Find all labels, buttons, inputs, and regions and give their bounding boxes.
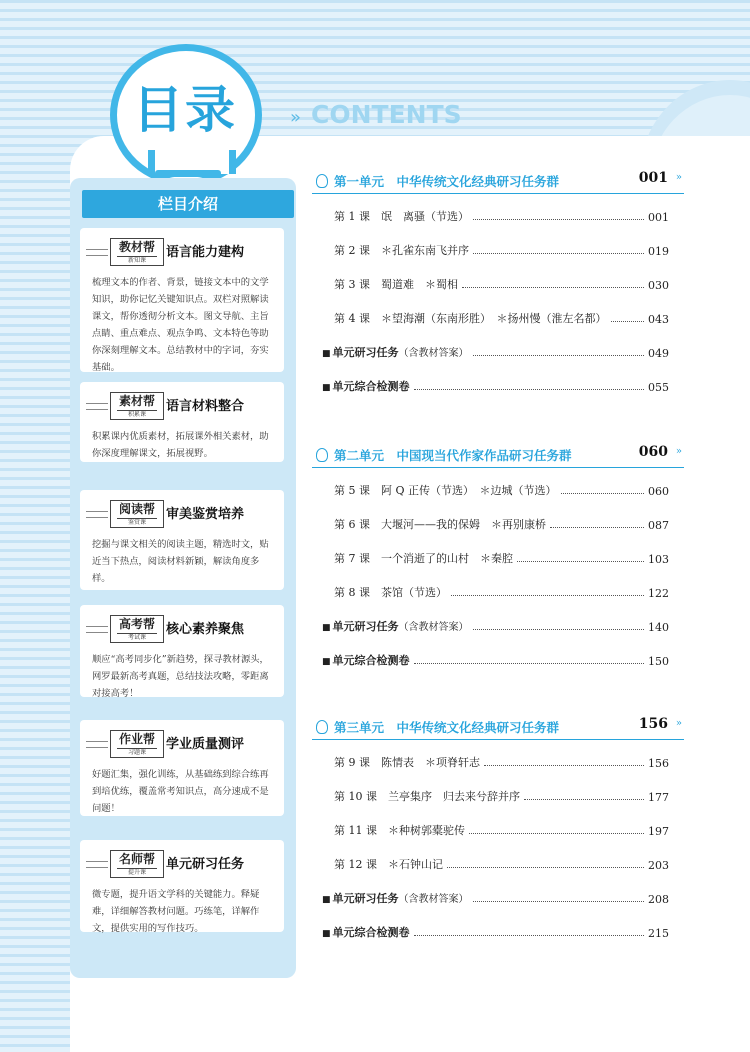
- toc-entry-page: 122: [648, 587, 669, 600]
- intro-card-body: 积累课内优质素材，拓展课外相关素材，助你深度理解课文，拓展视野。: [92, 431, 269, 459]
- intro-card-tag-label: 作业帮: [118, 732, 155, 746]
- divider-line: [86, 861, 108, 868]
- unit-underline: [312, 739, 684, 740]
- dot-leader: [473, 901, 644, 902]
- toc-entry-page: 103: [648, 553, 669, 566]
- intro-card-body: 梳理文本的作者、背景，链接文本中的文学知识，助你记忆关键知识点。双栏对照解读课文，帮你透彻分析文本。图文导航、主旨点睛、重点难点、观点争鸣、文本特色等助你深刻理解文本。总结教材中的字词，夯实基础。: [92, 277, 269, 373]
- toc-entry-title: 第 1 课 氓 离骚（节选）: [334, 210, 469, 223]
- intro-card-header: [80, 848, 284, 880]
- intro-card-tag-sub: 积累课: [117, 410, 157, 418]
- unit-header[interactable]: [312, 172, 684, 194]
- unit-test-page: 215: [648, 927, 669, 940]
- dot-leader: [447, 867, 644, 868]
- toc-entry-title: 第 12 课 ＊石钟山记: [334, 858, 443, 871]
- intro-card-tag-sub: 考试课: [117, 633, 157, 641]
- intro-card-tag-label: 高考帮: [118, 617, 155, 631]
- unit-header[interactable]: [312, 718, 684, 740]
- toc-entry-title: 第 7 课 一个消逝了的山村 ＊秦腔: [334, 552, 513, 565]
- toc-entry[interactable]: [334, 208, 669, 224]
- toc-entry[interactable]: [334, 550, 669, 566]
- toc-entry[interactable]: [334, 310, 669, 326]
- intro-card-tag: [110, 615, 164, 643]
- unit-task-entry[interactable]: [322, 618, 669, 634]
- intro-card-tag-label: 教材帮: [118, 240, 155, 254]
- unit-title: 第一单元 中华传统文化经典研习任务群: [334, 174, 560, 189]
- bullet-icon: ■: [322, 929, 331, 939]
- unit-test-entry[interactable]: [322, 924, 669, 940]
- toc-entry-title: 第 6 课 大堰河——我的保姆 ＊再别康桥: [334, 518, 546, 531]
- bullet-icon: ■: [322, 349, 331, 359]
- dot-leader: [451, 595, 644, 596]
- unit-page-number: 060: [638, 444, 668, 460]
- intro-card-title: 核心素养聚焦: [166, 622, 245, 637]
- unit-underline: [312, 467, 684, 468]
- intro-card-tag: [110, 238, 164, 266]
- unit-page-number: 001: [638, 170, 668, 186]
- unit-test-page: 150: [648, 655, 669, 668]
- double-arrow-icon: »: [290, 107, 302, 128]
- dot-leader: [414, 935, 644, 936]
- dot-leader: [524, 799, 644, 800]
- toc-entry-page: 087: [648, 519, 669, 532]
- bulb-icon: [316, 174, 328, 188]
- intro-card-tag-label: 素材帮: [118, 394, 155, 408]
- intro-card: [80, 382, 284, 462]
- dot-leader: [550, 527, 644, 528]
- intro-card: [80, 840, 284, 932]
- lightbulb-base: [155, 170, 221, 177]
- toc-entry-page: 019: [648, 245, 669, 258]
- intro-card-tag: [110, 500, 164, 528]
- toc-entry[interactable]: [334, 788, 669, 804]
- unit-title: 第三单元 中华传统文化经典研习任务群: [334, 720, 560, 735]
- intro-card: [80, 228, 284, 372]
- toc-entry-page: 203: [648, 859, 669, 872]
- toc-entry-title: 第 3 课 蜀道难 ＊蜀相: [334, 278, 458, 291]
- intro-card-title: 单元研习任务: [166, 857, 245, 872]
- unit-task-page: 140: [648, 621, 669, 634]
- toc-entry-page: 177: [648, 791, 669, 804]
- dot-leader: [473, 253, 644, 254]
- toc-entry[interactable]: [334, 516, 669, 532]
- toc-entry-title: 第 10 课 兰亭集序 归去来兮辞并序: [334, 790, 520, 803]
- toc-entry[interactable]: [334, 822, 669, 838]
- dot-leader: [473, 629, 644, 630]
- intro-card-header: [80, 498, 284, 530]
- intro-card-tag-label: 阅读帮: [118, 502, 155, 516]
- page-title: 目录: [133, 81, 237, 139]
- intro-card-title: 语言能力建构: [166, 245, 245, 260]
- divider-line: [86, 403, 108, 410]
- toc-entry[interactable]: [334, 584, 669, 600]
- unit-test-page: 055: [648, 381, 669, 394]
- unit-task-sub: （含教材答案）: [398, 348, 469, 359]
- toc-entry-page: 060: [648, 485, 669, 498]
- bullet-icon: ■: [322, 657, 331, 667]
- intro-card-tag: [110, 730, 164, 758]
- unit-task-title: [322, 618, 469, 634]
- unit-test-entry[interactable]: [322, 652, 669, 668]
- toc-entry-title: 第 5 课 阿 Q 正传（节选） ＊边城（节选）: [334, 484, 557, 497]
- bullet-icon: ■: [322, 895, 331, 905]
- unit-test-title: [322, 924, 410, 940]
- intro-card-tag-sub: 提升课: [117, 868, 157, 876]
- intro-card-tag-sub: 习题课: [117, 748, 157, 756]
- unit-test-entry[interactable]: [322, 378, 669, 394]
- intro-card: [80, 490, 284, 590]
- unit-test-title: [322, 652, 410, 668]
- double-arrow-icon: »: [675, 718, 682, 729]
- intro-card-body: 好题汇集，强化训练，从基础练到综合练再到培优练，覆盖常考知识点，高分速成不是问题！: [92, 769, 269, 814]
- toc-entry-title: 第 11 课 ＊种树郭橐驼传: [334, 824, 465, 837]
- toc-entry-page: 001: [648, 211, 669, 224]
- unit-task-label: 单元研习任务: [332, 620, 399, 633]
- unit-test-label: 单元综合检测卷: [332, 380, 410, 393]
- toc-entry-title: 第 4 课 ＊望海潮（东南形胜） ＊扬州慢（淮左名都）: [334, 312, 607, 325]
- unit-page-number: 156: [638, 716, 668, 732]
- toc-entry[interactable]: [334, 754, 669, 770]
- toc-entry-page: 030: [648, 279, 669, 292]
- bulb-icon: [316, 720, 328, 734]
- intro-card-tag-sub: 新知课: [117, 256, 157, 264]
- dot-leader: [484, 765, 644, 766]
- intro-card-body: 微专题，提升语文学科的关键能力。释疑难，详细解答教材问题。巧练笔，详解作文，提供实用的写作技巧。: [92, 889, 260, 934]
- contents-heading: [290, 100, 462, 129]
- unit-task-page: 208: [648, 893, 669, 906]
- dot-leader: [414, 663, 644, 664]
- toc-entry-title: 第 8 课 茶馆（节选）: [334, 586, 447, 599]
- intro-card-title: 学业质量测评: [166, 737, 245, 752]
- intro-card-header: [80, 236, 284, 268]
- dot-leader: [462, 287, 644, 288]
- dot-leader: [469, 833, 644, 834]
- unit-underline: [312, 193, 684, 194]
- toc-entry-page: 043: [648, 313, 669, 326]
- toc-entry-page: 197: [648, 825, 669, 838]
- unit-test-title: [322, 378, 410, 394]
- dot-leader: [473, 355, 644, 356]
- intro-card-tag: [110, 392, 164, 420]
- bulb-icon: [316, 448, 328, 462]
- intro-card-tag-label: 名师帮: [118, 852, 155, 866]
- unit-task-sub: （含教材答案）: [398, 894, 469, 905]
- unit-task-sub: （含教材答案）: [398, 622, 469, 633]
- double-arrow-icon: »: [675, 446, 682, 457]
- dot-leader: [561, 493, 644, 494]
- intro-heading: 栏目介绍: [82, 190, 294, 218]
- divider-line: [86, 626, 108, 633]
- unit-task-title: [322, 344, 469, 360]
- intro-card-body: 顺应“高考同步化”新趋势，探寻教材源头，网罗最新高考真题，总结技法攻略，零距离对接高考！: [92, 654, 269, 699]
- bullet-icon: ■: [322, 623, 331, 633]
- toc-entry[interactable]: [334, 482, 669, 498]
- toc-entry[interactable]: [334, 276, 669, 292]
- unit-task-entry[interactable]: [322, 890, 669, 906]
- divider-line: [86, 249, 108, 256]
- intro-card-header: [80, 613, 284, 645]
- double-arrow-icon: »: [675, 172, 682, 183]
- contents-label: CONTENTS: [311, 100, 462, 129]
- unit-task-label: 单元研习任务: [332, 346, 399, 359]
- unit-task-label: 单元研习任务: [332, 892, 399, 905]
- intro-card-tag: [110, 850, 164, 878]
- intro-card: [80, 605, 284, 697]
- unit-task-entry[interactable]: [322, 344, 669, 360]
- toc-entry-title: 第 2 课 ＊孔雀东南飞并序: [334, 244, 469, 257]
- intro-card-header: [80, 390, 284, 422]
- intro-card-header: [80, 728, 284, 760]
- unit-task-page: 049: [648, 347, 669, 360]
- intro-card-title: 语言材料整合: [166, 399, 245, 414]
- toc-entry-title: 第 9 课 陈情表 ＊项脊轩志: [334, 756, 480, 769]
- dot-leader: [517, 561, 644, 562]
- unit-test-label: 单元综合检测卷: [332, 926, 410, 939]
- dot-leader: [473, 219, 644, 220]
- toc-entry[interactable]: [334, 856, 669, 872]
- dot-leader: [611, 321, 645, 322]
- divider-line: [86, 511, 108, 518]
- toc-entry[interactable]: [334, 242, 669, 258]
- intro-card-title: 审美鉴赏培养: [166, 507, 245, 522]
- unit-test-label: 单元综合检测卷: [332, 654, 410, 667]
- bullet-icon: ■: [322, 383, 331, 393]
- unit-header[interactable]: [312, 446, 684, 468]
- toc-entry-page: 156: [648, 757, 669, 770]
- unit-title: 第二单元 中国现当代作家作品研习任务群: [334, 448, 572, 463]
- intro-card-body: 挖掘与课文相关的阅读主题，精选时文，贴近当下热点，阅读材料新颖，解读角度多样。: [92, 539, 269, 584]
- dot-leader: [414, 389, 644, 390]
- intro-card-tag-sub: 鉴赏课: [117, 518, 157, 526]
- unit-task-title: [322, 890, 469, 906]
- divider-line: [86, 741, 108, 748]
- intro-card: [80, 720, 284, 816]
